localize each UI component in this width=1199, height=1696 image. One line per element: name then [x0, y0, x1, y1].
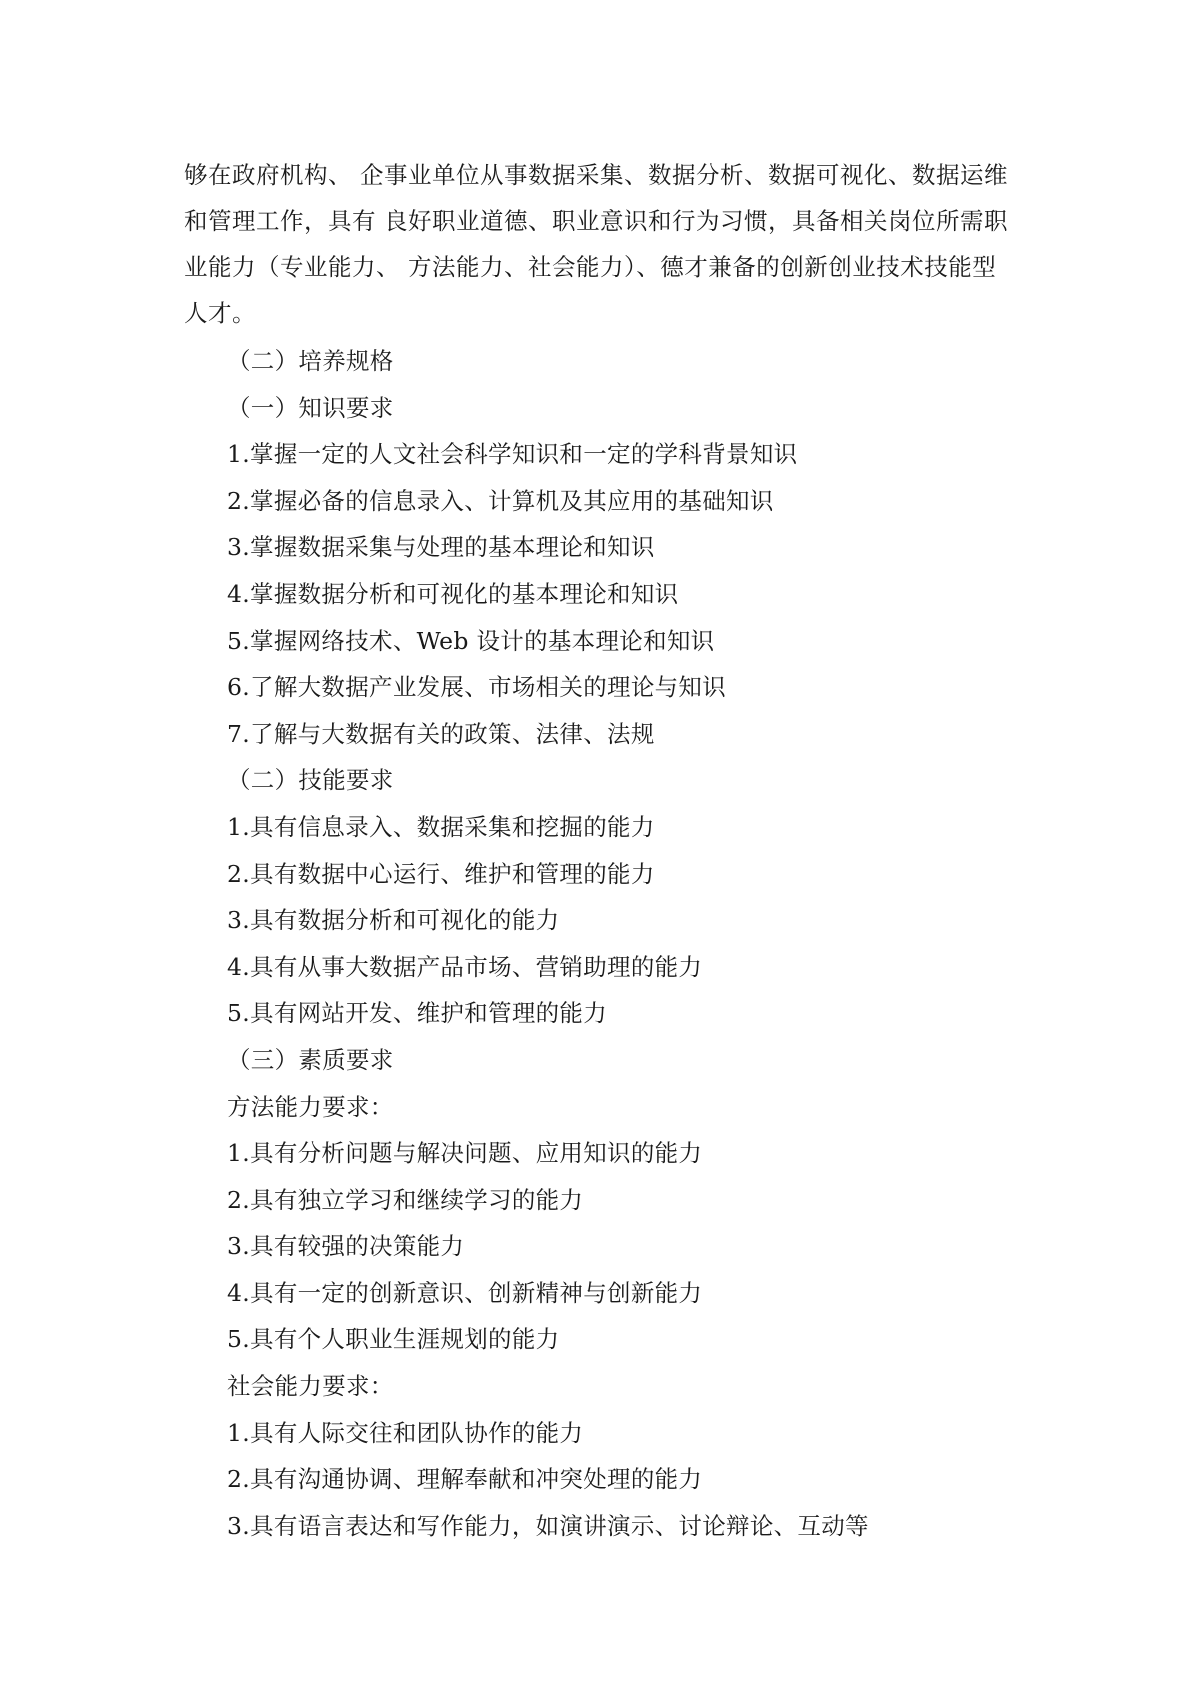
list-item: 5.具有个人职业生涯规划的能力: [227, 1325, 560, 1354]
specification-section: [0, 338, 1199, 1549]
list-item: 3.具有数据分析和可视化的能力: [227, 906, 560, 935]
list-item: 1.具有分析问题与解决问题、应用知识的能力: [227, 1139, 703, 1168]
intro-line: 人才。: [184, 299, 256, 327]
list-item: 1.掌握一定的人文社会科学知识和一定的学科背景知识: [227, 440, 798, 469]
list-item: 3.具有较强的决策能力: [227, 1232, 465, 1261]
list-item: 2.掌握必备的信息录入、计算机及其应用的基础知识: [227, 486, 774, 515]
list-item: 4.掌握数据分析和可视化的基本理论和知识: [227, 579, 679, 608]
list-item: 4.具有从事大数据产品市场、营销助理的能力: [227, 952, 703, 981]
list-item: 4.具有一定的创新意识、创新精神与创新能力: [227, 1278, 703, 1307]
list-item: 5.掌握网络技术、Web 设计的基本理论和知识: [227, 626, 715, 655]
list-item: 1.具有信息录入、数据采集和挖掘的能力: [227, 812, 655, 841]
list-item: 2.具有独立学习和继续学习的能力: [227, 1185, 584, 1214]
method-ability-heading: 方法能力要求：: [227, 1092, 394, 1121]
section-heading-spec: （二）培养规格: [227, 347, 394, 375]
list-item: 3.具有语言表达和写作能力，如演讲演示、讨论辩论、互动等: [227, 1511, 869, 1540]
intro-paragraph: [184, 152, 1034, 336]
list-item: 5.具有网站开发、维护和管理的能力: [227, 999, 608, 1028]
intro-line: 业能力（专业能力、 方法能力、社会能力）、德才兼备的创新创业技术技能型: [184, 253, 997, 281]
list-item: 7.了解与大数据有关的政策、法律、法规: [227, 719, 655, 748]
list-item: 3.掌握数据采集与处理的基本理论和知识: [227, 533, 655, 562]
intro-line: 够在政府机构、 企事业单位从事数据采集、数据分析、数据可视化、数据运维: [184, 161, 1008, 189]
list-item: 2.具有数据中心运行、维护和管理的能力: [227, 859, 655, 888]
list-item: 2.具有沟通协调、理解奉献和冲突处理的能力: [227, 1465, 703, 1494]
social-ability-heading: 社会能力要求：: [227, 1372, 394, 1401]
list-item: 6.了解大数据产业发展、市场相关的理论与知识: [227, 673, 727, 702]
subsection-heading-quality: （三）素质要求: [227, 1045, 394, 1074]
list-item: 1.具有人际交往和团队协作的能力: [227, 1418, 584, 1447]
intro-line: 和管理工作，具有 良好职业道德、职业意识和行为习惯，具备相关岗位所需职: [184, 207, 1008, 235]
subsection-heading-knowledge: （一）知识要求: [227, 393, 394, 422]
subsection-heading-skills: （二）技能要求: [227, 766, 394, 795]
